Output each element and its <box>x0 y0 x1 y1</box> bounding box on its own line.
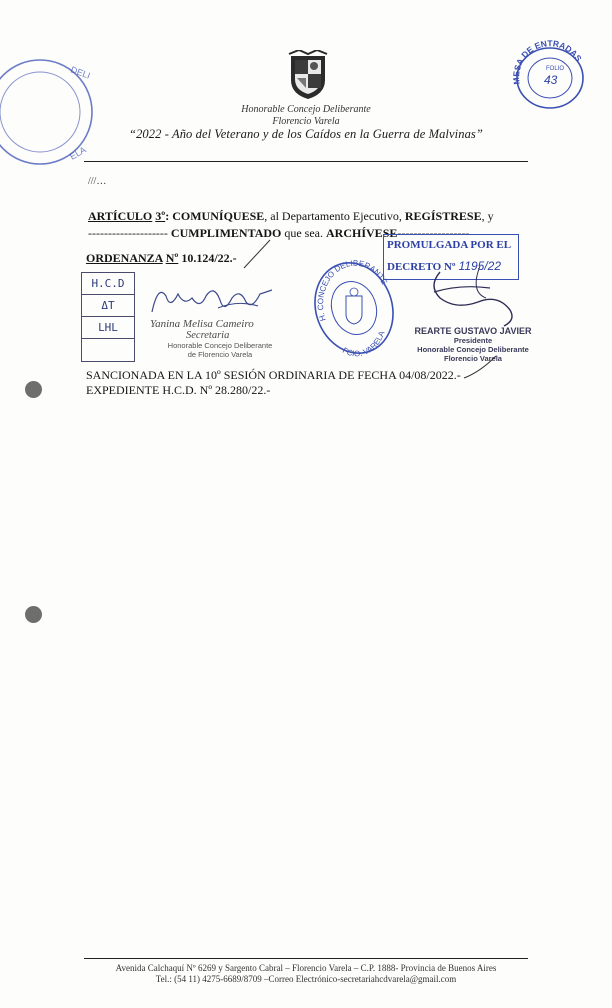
seal-text-top: H. CONCEJO DELIBERANTE <box>315 258 390 323</box>
article-label: ARTÍCULO <box>88 209 153 223</box>
registrese: REGÍSTRESE <box>404 209 482 223</box>
sanction-block <box>86 368 461 398</box>
coat-of-arms-icon <box>287 50 329 100</box>
secretary-name: Yanina Melisa Cameiro <box>150 318 254 330</box>
pen-stroke-marks <box>240 238 280 270</box>
motto: “2022 - Año del Veterano y de los Caídos en la Guerra de Malvinas” <box>129 127 483 141</box>
mesa-stamp-number: 43 <box>544 73 558 87</box>
president-role: Presidente <box>453 336 493 345</box>
header-rule <box>84 161 528 162</box>
punch-hole-upper <box>25 381 42 398</box>
seal-text-bottom: FCIO. VARELA <box>340 329 387 358</box>
sanction-line: SANCIONADA EN LA 10º SESIÓN ORDINARIA DE FECHA 04/08/2022.- <box>86 368 461 382</box>
footer-address: Avenida Calchaquí Nº 6269 y Sargento Cabral – Florencio Varela – C.P. 1888- Provincia de Buenos Aires <box>115 963 497 973</box>
article-number: 3º <box>155 209 166 223</box>
secretary-org <box>150 341 290 359</box>
council-round-seal <box>312 258 396 358</box>
article-text-1: , al Departamento Ejecutivo, <box>264 209 405 223</box>
mesa-de-entradas-stamp <box>510 40 590 112</box>
ordinance-line <box>86 251 237 266</box>
ordinance-label: ORDENANZA <box>86 251 163 265</box>
president-signature <box>420 262 530 330</box>
promulgation-line1: PROMULGADA POR EL <box>387 239 512 251</box>
hcd-row-2: ΔT <box>82 295 134 317</box>
article-colon: : <box>165 209 170 223</box>
pen-stroke-mark-2 <box>460 352 500 382</box>
archivese: ARCHÍVESE <box>326 226 398 240</box>
hcd-row-1: H.C.D <box>82 273 134 295</box>
secretary-org-line2: de Florencio Varela <box>187 350 253 359</box>
city-name: Florencio Varela <box>272 116 340 127</box>
secretary-signature <box>148 280 278 320</box>
secretary-org-line1: Honorable Concejo Deliberante <box>167 341 273 350</box>
cumplimentado: CUMPLIMENTADO <box>170 226 282 240</box>
hcd-row-3: LHL <box>82 317 134 339</box>
article-text-3: que sea. <box>281 226 327 240</box>
expediente-line: EXPEDIENTE H.C.D. Nº 28.280/22.- <box>86 383 271 397</box>
ordinance-no-prefix: Nº <box>165 251 179 265</box>
secretary-role: Secretaria <box>186 330 230 341</box>
council-name: Honorable Concejo Deliberante <box>241 104 371 115</box>
dashes-left: -------------------- <box>88 226 168 240</box>
decree-number: 1195/22 <box>458 259 502 273</box>
footer-contact: Tel.: (54 11) 4275-6689/8709 –Correo Electrónico-secretariahcdvarela@gmail.com <box>155 974 457 984</box>
mesa-stamp-folio: FOLIO <box>546 66 565 72</box>
article-text-2: , y <box>481 209 494 223</box>
hcd-initials-box <box>81 272 135 362</box>
svg-text:H. CONCEJO DELIBERANTE <box>316 259 389 323</box>
ordinance-number: 10.124/22.- <box>181 251 237 265</box>
promulgation-line2: DECRETO Nº <box>387 261 456 273</box>
mesa-stamp-label: MESA DE ENTRADAS <box>511 40 584 85</box>
president-org-line2: Florencio Varela <box>444 354 502 363</box>
comuniquese: COMUNÍQUESE <box>172 209 265 223</box>
president-org-line1: Honorable Concejo Deliberante <box>417 345 529 354</box>
hcd-row-4 <box>82 339 134 360</box>
svg-text:DELI: DELI <box>69 64 92 81</box>
footer-rule <box>84 958 528 959</box>
continuation-mark: ///… <box>88 176 107 187</box>
president-name: REARTE GUSTAVO JAVIER <box>414 326 532 336</box>
svg-text:ELA: ELA <box>68 144 88 162</box>
punch-hole-lower <box>25 606 42 623</box>
dashes-right: ------------------ <box>397 226 470 240</box>
